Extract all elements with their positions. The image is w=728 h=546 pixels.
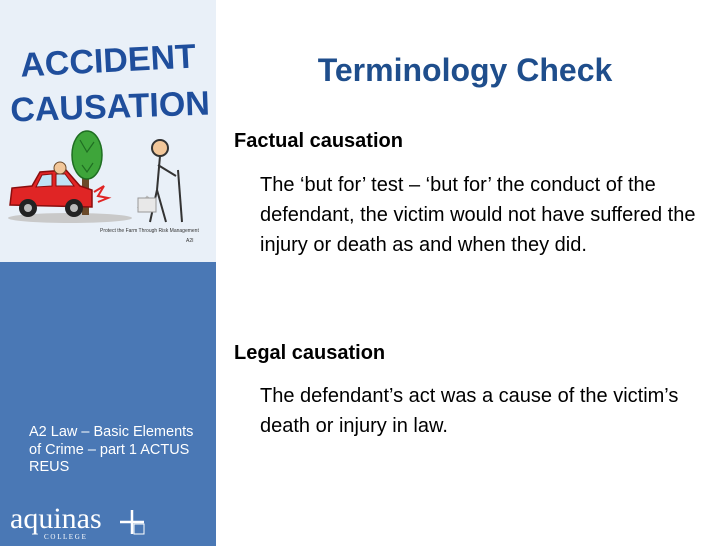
injured-person-icon bbox=[138, 140, 182, 222]
logo-wordmark: aquinas bbox=[10, 502, 102, 535]
clipart-tag: A2I bbox=[186, 238, 194, 244]
slide-title: Terminology Check bbox=[317, 52, 613, 88]
heading-factual-causation: Factual causation bbox=[234, 130, 403, 152]
clipart-title-line1: ACCIDENT bbox=[19, 37, 197, 85]
logo-subtitle: C O L L E G E bbox=[44, 533, 86, 541]
body-factual-causation: The ‘but for’ test – ‘but for’ the conduct of the defendant, the victim would not have suffered the injury or death as and when they did. bbox=[260, 174, 696, 256]
clipart-caption: Protect the Farm Through Risk Management bbox=[100, 228, 199, 234]
clipart-title-line2: CAUSATION bbox=[9, 84, 211, 130]
course-description: A2 Law – Basic Elements of Crime – part 1 ACTUS REUS bbox=[29, 424, 194, 475]
accident-causation-clipart bbox=[0, 0, 216, 262]
aquinas-college-logo bbox=[8, 500, 158, 542]
logo-cross-icon bbox=[120, 510, 144, 534]
heading-legal-causation: Legal causation bbox=[234, 342, 386, 364]
body-legal-causation: The defendant’s act was a cause of the victim’s death or injury in law. bbox=[260, 385, 679, 437]
